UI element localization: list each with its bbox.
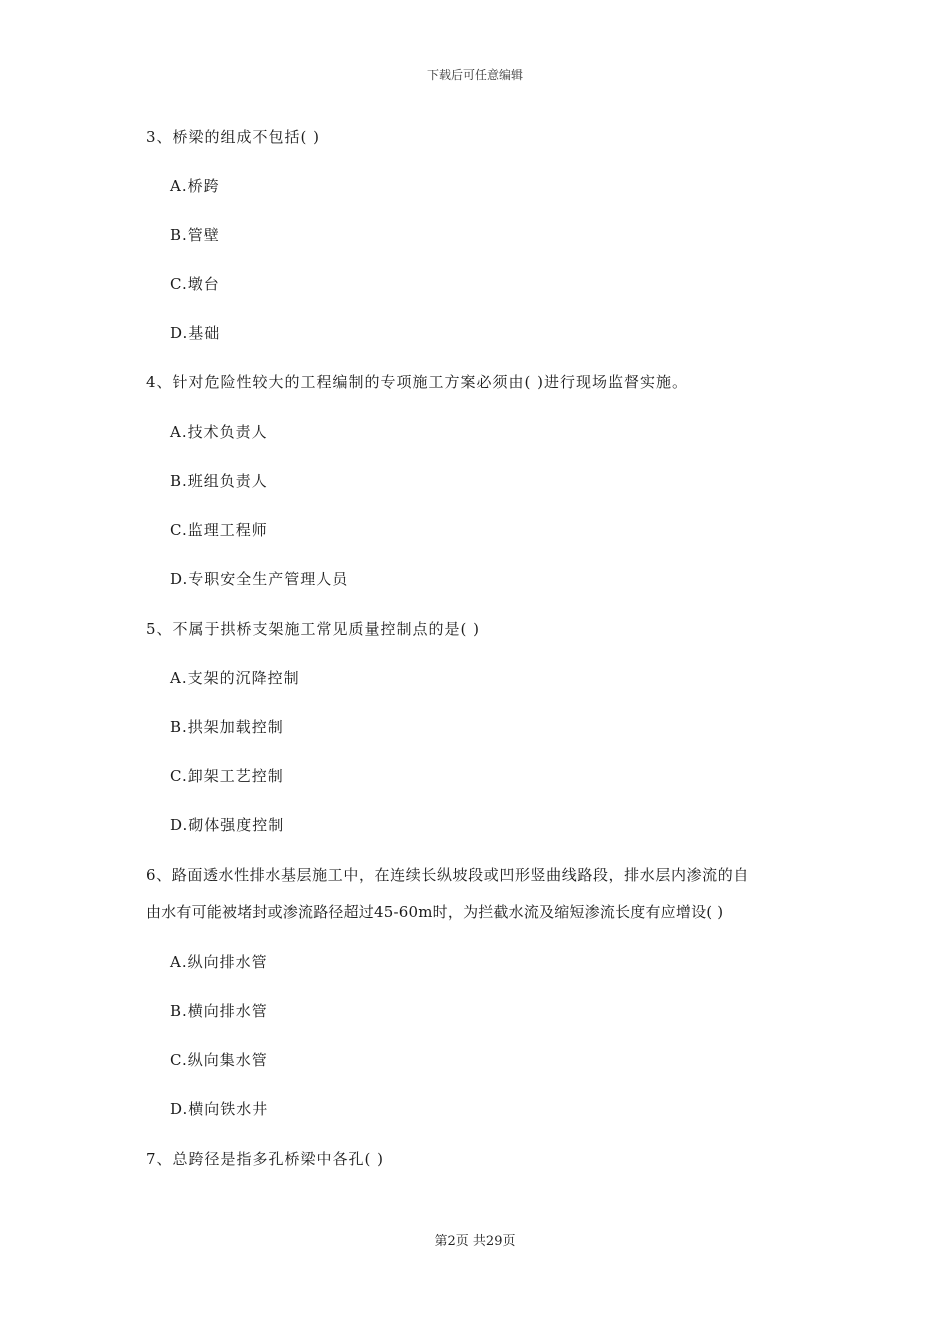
question-3-option-d: D.基础 xyxy=(170,324,221,342)
question-6-option-d: D.横向铁水井 xyxy=(170,1100,269,1118)
question-6-option-c: C.纵向集水管 xyxy=(170,1051,268,1069)
question-4-option-a: A.技术负责人 xyxy=(170,423,268,441)
question-7-stem: 7、总跨径是指多孔桥梁中各孔( ) xyxy=(146,1150,385,1168)
question-3-option-c: C.墩台 xyxy=(170,275,220,293)
question-5-stem: 5、不属于拱桥支架施工常见质量控制点的是( ) xyxy=(146,620,481,638)
question-3-option-a: A.桥跨 xyxy=(170,177,220,195)
question-5-option-b: B.拱架加载控制 xyxy=(170,718,284,736)
question-4-stem: 4、针对危险性较大的工程编制的专项施工方案必须由( )进行现场监督实施。 xyxy=(146,373,689,391)
question-5-option-a: A.支架的沉降控制 xyxy=(170,669,300,687)
page-number-footer: 第2页 共29页 xyxy=(434,1234,516,1249)
question-6-stem: 6、路面透水性排水基层施工中，在连续长纵坡段或凹形竖曲线路段，排水层内渗流的自 xyxy=(146,866,749,884)
question-4-option-c: C.监理工程师 xyxy=(170,521,268,539)
question-3-option-b: B.管壁 xyxy=(170,226,220,244)
question-3-stem: 3、桥梁的组成不包括( ) xyxy=(146,128,321,146)
question-4-option-d: D.专职安全生产管理人员 xyxy=(170,570,349,588)
question-6-option-b: B.横向排水管 xyxy=(170,1002,268,1020)
question-5-option-c: C.卸架工艺控制 xyxy=(170,767,284,785)
page-header-note: 下载后可任意编辑 xyxy=(426,68,523,82)
question-6-stem-line-2: 由水有可能被堵封或渗流路径超过45-60m时，为拦截水流及缩短渗流长度有应增设( ) xyxy=(146,903,724,921)
question-4-option-b: B.班组负责人 xyxy=(170,472,268,490)
question-6-option-a: A.纵向排水管 xyxy=(170,953,268,971)
question-5-option-d: D.砌体强度控制 xyxy=(170,816,285,834)
